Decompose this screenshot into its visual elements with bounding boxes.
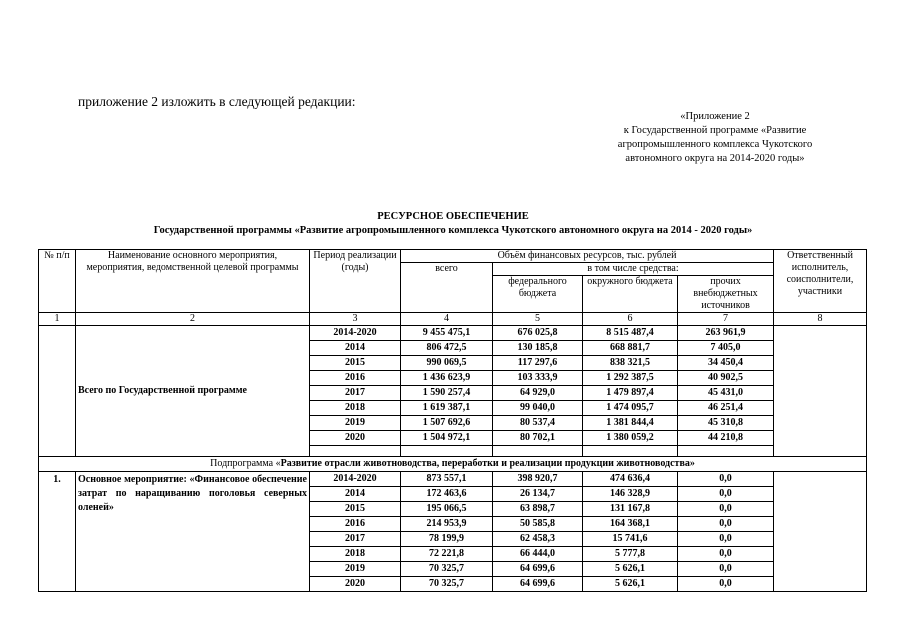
col-num-7: 7 [678,313,774,326]
cell-other: 45 310,8 [678,416,774,431]
cell-district: 1 479 897,4 [583,386,678,401]
cell-total: 172 463,6 [401,487,493,502]
cell-district: 1 381 844,4 [583,416,678,431]
cell-other: 0,0 [678,532,774,547]
cell-district: 5 626,1 [583,577,678,592]
cell-period: 2017 [310,532,401,547]
cell-district: 5 777,8 [583,547,678,562]
item-responsible-cell [774,472,867,592]
cell-other: 46 251,4 [678,401,774,416]
cell-federal: 398 920,7 [493,472,583,487]
cell-district: 668 881,7 [583,341,678,356]
subprogram-name: Развитие отрасли животноводства, переработки и реализации продукции животноводства» [280,458,695,469]
cell-federal: 26 134,7 [493,487,583,502]
subprogram-prefix: Подпрограмма « [210,458,281,469]
cell-period: 2018 [310,401,401,416]
cell-total: 1 619 387,1 [401,401,493,416]
cell-other: 0,0 [678,577,774,592]
header-name: Наименование основного мероприятия, мероприятия, ведомственной целевой программы [76,250,310,313]
col-num-1: 1 [39,313,76,326]
cell-other: 40 902,5 [678,371,774,386]
total-responsible-cell [774,326,867,457]
cell-period: 2019 [310,416,401,431]
cell-district: 131 167,8 [583,502,678,517]
header-incl: в том числе средства: [493,263,774,276]
cell-other: 34 450,4 [678,356,774,371]
cell-total: 1 504 972,1 [401,431,493,446]
cell-other: 0,0 [678,562,774,577]
cell-district: 1 292 387,5 [583,371,678,386]
cell-total: 990 069,5 [401,356,493,371]
cell-district: 838 321,5 [583,356,678,371]
cell-district: 474 636,4 [583,472,678,487]
cell-other: 0,0 [678,547,774,562]
cell-period: 2014-2020 [310,326,401,341]
cell-federal: 80 537,4 [493,416,583,431]
item-name: Основное мероприятие: «Финансовое обеспечение затрат по наращиванию поголовья северных оленей» [76,472,310,592]
cell-total: 806 472,5 [401,341,493,356]
cell-district: 15 741,6 [583,532,678,547]
cell-period: 2020 [310,577,401,592]
cell-total: 1 507 692,6 [401,416,493,431]
spacer-cell [678,446,774,457]
document-title: РЕСУРСНОЕ ОБЕСПЕЧЕНИЕ [377,211,529,222]
cell-district: 146 328,9 [583,487,678,502]
appendix-line-2: к Государственной программе «Развитие [623,125,807,136]
subprogram-row [39,457,867,472]
cell-federal: 99 040,0 [493,401,583,416]
cell-period: 2020 [310,431,401,446]
cell-other: 45 431,0 [678,386,774,401]
cell-period: 2015 [310,502,401,517]
spacer-cell [493,446,583,457]
header-other: прочих внебюджетных источников [678,276,774,313]
document-subtitle: Государственной программы «Развитие агропромышленного комплекса Чукотского автономного округа на 2014 - 2020 годы» [153,225,753,236]
cell-period: 2017 [310,386,401,401]
total-label: Всего по Государственной программе [76,326,310,457]
cell-district: 1 474 095,7 [583,401,678,416]
cell-federal: 64 699,6 [493,577,583,592]
item-num: 1. [39,472,76,592]
cell-federal: 64 699,6 [493,562,583,577]
cell-period: 2014 [310,487,401,502]
header-volume: Объём финансовых ресурсов, тыс. рублей [401,250,774,263]
cell-federal: 117 297,6 [493,356,583,371]
appendix-note [560,110,870,166]
cell-total: 70 325,7 [401,577,493,592]
cell-federal: 130 185,8 [493,341,583,356]
cell-period: 2019 [310,562,401,577]
cell-other: 0,0 [678,517,774,532]
subprogram-cell [39,457,867,472]
header-row-1 [39,250,867,263]
cell-total: 195 066,5 [401,502,493,517]
cell-other: 263 961,9 [678,326,774,341]
cell-period: 2016 [310,371,401,386]
cell-total: 1 590 257,4 [401,386,493,401]
cell-period: 2016 [310,517,401,532]
cell-period: 2018 [310,547,401,562]
cell-total: 1 436 623,9 [401,371,493,386]
col-num-5: 5 [493,313,583,326]
cell-total: 72 221,8 [401,547,493,562]
column-number-row [39,313,867,326]
table-row [39,326,867,341]
col-num-2: 2 [76,313,310,326]
cell-federal: 64 929,0 [493,386,583,401]
cell-district: 8 515 487,4 [583,326,678,341]
cell-other: 44 210,8 [678,431,774,446]
cell-total: 9 455 475,1 [401,326,493,341]
header-district: окружного бюджета [583,276,678,313]
table-row [39,472,867,487]
cell-period: 2014-2020 [310,472,401,487]
cell-district: 5 626,1 [583,562,678,577]
header-federal: федерального бюджета [493,276,583,313]
cell-other: 0,0 [678,487,774,502]
cell-district: 164 368,1 [583,517,678,532]
appendix-line-1: «Приложение 2 [680,111,750,122]
cell-federal: 676 025,8 [493,326,583,341]
cell-period: 2014 [310,341,401,356]
cell-federal: 62 458,3 [493,532,583,547]
cell-other: 0,0 [678,472,774,487]
total-num-cell [39,326,76,457]
cell-other: 0,0 [678,502,774,517]
cell-total: 70 325,7 [401,562,493,577]
spacer-cell [583,446,678,457]
header-num: № п/п [39,250,76,313]
col-num-4: 4 [401,313,493,326]
cell-federal: 80 702,1 [493,431,583,446]
cell-federal: 50 585,8 [493,517,583,532]
cell-federal: 103 333,9 [493,371,583,386]
intro-text: приложение 2 изложить в следующей редакции: [78,94,356,109]
cell-other: 7 405,0 [678,341,774,356]
cell-federal: 66 444,0 [493,547,583,562]
appendix-line-4: автономного округа на 2014-2020 годы» [625,153,805,164]
cell-total: 78 199,9 [401,532,493,547]
spacer-cell [401,446,493,457]
cell-total: 214 953,9 [401,517,493,532]
appendix-line-3: агропромышленного комплекса Чукотского [617,139,813,150]
spacer-cell [310,446,401,457]
header-total: всего [401,263,493,313]
header-period: Период реализации (годы) [310,250,401,313]
cell-period: 2015 [310,356,401,371]
cell-total: 873 557,1 [401,472,493,487]
cell-federal: 63 898,7 [493,502,583,517]
col-num-6: 6 [583,313,678,326]
header-responsible: Ответственный исполнитель, соисполнители, участники [774,250,867,313]
resource-table [38,249,867,592]
col-num-8: 8 [774,313,867,326]
cell-district: 1 380 059,2 [583,431,678,446]
col-num-3: 3 [310,313,401,326]
